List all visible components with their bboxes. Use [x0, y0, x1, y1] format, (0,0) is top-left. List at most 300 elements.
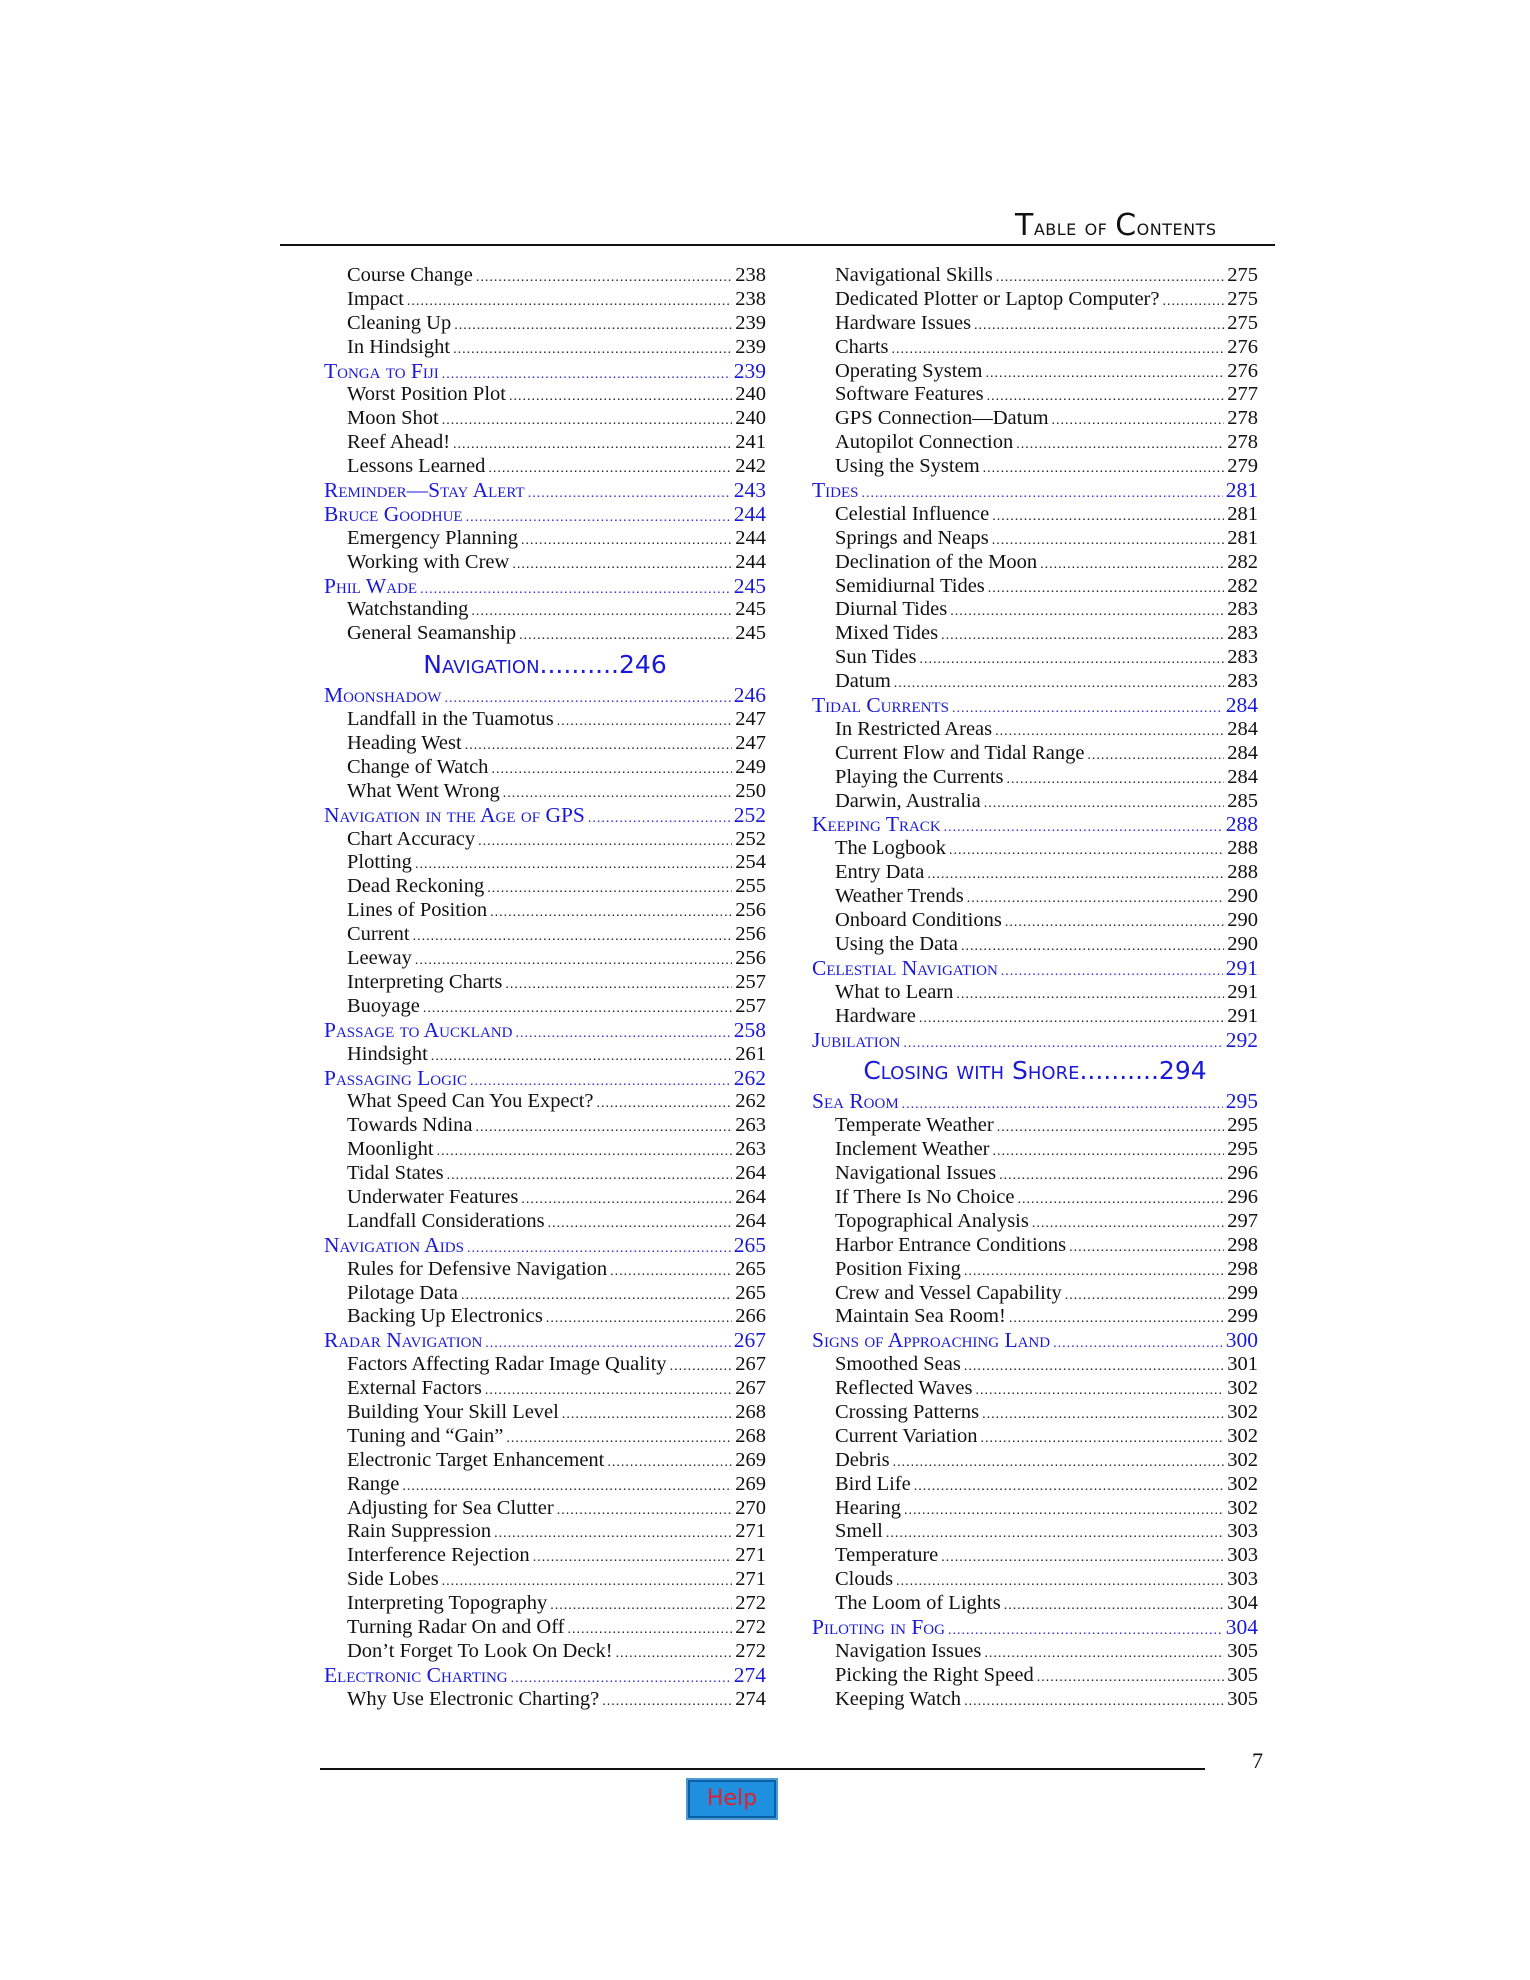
dot-leader [1040, 553, 1224, 577]
entry-title: Passage to Auckland [324, 1017, 513, 1042]
entry-title: Hardware [835, 1004, 916, 1027]
entry-title: Tidal Currents [812, 693, 950, 718]
dot-leader [975, 1379, 1224, 1403]
entry-title: Keeping Track [812, 812, 941, 837]
entry-title: Tonga to Fiji [324, 358, 439, 383]
toc-entry [324, 1138, 766, 1162]
chapter-heading[interactable]: Navigation..........246 [423, 650, 667, 680]
entry-page: 298 [1227, 1233, 1258, 1256]
dot-leader [471, 600, 732, 624]
dot-leader [533, 1546, 733, 1570]
entry-page: 299 [1227, 1281, 1258, 1304]
entry-page: 281 [1227, 502, 1258, 525]
toc-entry [812, 837, 1258, 861]
entry-page: 284 [1227, 717, 1258, 740]
entry-page: 264 [735, 1162, 766, 1185]
entry-page: 298 [1227, 1257, 1258, 1280]
entry-page: 275 [1227, 311, 1258, 334]
help-button[interactable]: Help [686, 1778, 778, 1820]
header-rest-2: ontents [1136, 215, 1217, 241]
entry-page: 261 [735, 1042, 766, 1065]
entry-title: Tuning and “Gain” [347, 1424, 504, 1447]
toc-entry [812, 766, 1258, 790]
entry-page: 250 [735, 779, 766, 802]
entry-page: 263 [735, 1138, 766, 1161]
toc-entry [324, 1497, 766, 1521]
entry-title: Sea Room [812, 1089, 899, 1114]
entry-title: Lessons Learned [347, 455, 486, 478]
entry-page: 240 [735, 383, 766, 406]
dot-leader [981, 1427, 1225, 1451]
toc-section-link[interactable] [812, 957, 1258, 981]
toc-entry [324, 1568, 766, 1592]
dot-leader [904, 1499, 1224, 1523]
entry-page: 272 [735, 1592, 766, 1615]
entry-page: 288 [1225, 812, 1258, 837]
entry-page: 272 [735, 1639, 766, 1662]
entry-title: Current Flow and Tidal Range [835, 741, 1085, 764]
dot-leader [964, 1260, 1224, 1284]
toc-entry [324, 1688, 766, 1712]
toc-entry [812, 1186, 1258, 1210]
toc-entry [324, 1616, 766, 1640]
entry-page: 296 [1227, 1162, 1258, 1185]
entry-title: Entry Data [835, 861, 925, 884]
entry-title: Onboard Conditions [835, 909, 1002, 932]
entry-page: 284 [1225, 693, 1258, 718]
entry-title: Backing Up Electronics [347, 1305, 543, 1328]
toc-entry [812, 312, 1258, 336]
toc-entry [324, 780, 766, 804]
dot-leader [512, 553, 732, 577]
entry-title: Bruce Goodhue [324, 501, 463, 526]
toc-entry [812, 1210, 1258, 1234]
entry-page: 283 [1227, 598, 1258, 621]
dot-leader [941, 1546, 1224, 1570]
toc-entry [324, 598, 766, 622]
toc-entry [324, 1592, 766, 1616]
entry-title: GPS Connection—Datum [835, 407, 1049, 430]
entry-page: 281 [1225, 478, 1258, 503]
entry-page: 295 [1227, 1138, 1258, 1161]
entry-page: 262 [735, 1090, 766, 1113]
entry-title: Side Lobes [347, 1568, 439, 1591]
entry-title: Celestial Influence [835, 502, 990, 525]
toc-section-link[interactable] [812, 1090, 1258, 1114]
entry-page: 244 [735, 550, 766, 573]
toc-entry [324, 551, 766, 575]
dot-leader [494, 1522, 732, 1546]
toc-section-link[interactable] [812, 694, 1258, 718]
entry-page: 303 [1227, 1520, 1258, 1543]
dot-leader [950, 600, 1224, 624]
toc-entry [812, 1305, 1258, 1329]
entry-title: Tidal States [347, 1162, 444, 1185]
dot-leader [431, 1045, 732, 1069]
toc-entry [324, 971, 766, 995]
dot-leader [999, 1164, 1224, 1188]
entry-page: 243 [733, 478, 766, 503]
dot-leader [415, 853, 732, 877]
entry-page: 270 [735, 1496, 766, 1519]
entry-title: Mixed Tides [835, 622, 939, 645]
entry-title: Autopilot Connection [835, 431, 1014, 454]
entry-page: 281 [1227, 526, 1258, 549]
dot-leader [1004, 1594, 1225, 1618]
toc-entry [812, 360, 1258, 384]
entry-page: 283 [1227, 646, 1258, 669]
toc-entry [812, 1234, 1258, 1258]
entry-title: Electronic Target Enhancement [347, 1448, 605, 1471]
toc-section-link[interactable] [812, 813, 1258, 837]
toc-section-link[interactable] [324, 575, 766, 599]
toc-entry [324, 923, 766, 947]
entry-title: Smell [835, 1520, 883, 1543]
entry-page: 249 [735, 755, 766, 778]
dot-leader [886, 1522, 1224, 1546]
toc-entry [324, 732, 766, 756]
entry-page: 302 [1227, 1448, 1258, 1471]
dot-leader [997, 1116, 1225, 1140]
toc-left-column [324, 264, 766, 1712]
toc-entry [812, 1568, 1258, 1592]
dot-leader [415, 949, 732, 973]
toc-entry [324, 288, 766, 312]
toc-entry [812, 885, 1258, 909]
entry-title: What Speed Can You Expect? [347, 1090, 594, 1113]
toc-entry [324, 947, 766, 971]
entry-title: Navigation Aids [324, 1232, 464, 1257]
dot-leader [491, 758, 732, 782]
entry-title: Navigational Skills [835, 264, 993, 286]
toc-section-link[interactable] [324, 479, 766, 503]
dot-leader [1069, 1236, 1224, 1260]
dot-leader [993, 1140, 1225, 1164]
dot-leader [519, 624, 732, 648]
dot-leader [528, 482, 731, 506]
toc-entry [324, 875, 766, 899]
toc-entry [324, 264, 766, 288]
entry-title: Navigational Issues [835, 1162, 997, 1185]
entry-title: Interpreting Topography [347, 1592, 548, 1615]
entry-title: In Hindsight [347, 335, 451, 358]
toc-entry [324, 1401, 766, 1425]
header-rule [280, 244, 1275, 246]
entry-page: 299 [1227, 1305, 1258, 1328]
entry-page: 269 [735, 1472, 766, 1495]
dot-leader [964, 1355, 1224, 1379]
entry-page: 275 [1227, 287, 1258, 310]
dot-leader [487, 877, 732, 901]
toc-entry [324, 1544, 766, 1568]
entry-title: Reflected Waves [835, 1377, 973, 1400]
entry-title: Topographical Analysis [835, 1209, 1029, 1232]
entry-page: 265 [735, 1257, 766, 1280]
entry-page: 284 [1227, 765, 1258, 788]
toc-entry [812, 288, 1258, 312]
toc-entry [324, 1425, 766, 1449]
toc-entry [812, 1544, 1258, 1568]
toc-section-link[interactable] [812, 479, 1258, 503]
entry-title: Moonshadow [324, 683, 442, 708]
toc-entry [812, 1377, 1258, 1401]
dot-leader [896, 1570, 1224, 1594]
toc-section-link[interactable] [324, 360, 766, 384]
toc-entry [812, 933, 1258, 957]
entry-page: 274 [735, 1687, 766, 1710]
dot-leader [478, 830, 732, 854]
entry-page: 305 [1227, 1639, 1258, 1662]
entry-page: 268 [735, 1400, 766, 1423]
dot-leader [413, 925, 733, 949]
entry-title: Smoothed Seas [835, 1353, 961, 1376]
entry-title: If There Is No Choice [835, 1185, 1015, 1208]
dot-leader [948, 1619, 1223, 1643]
entry-page: 290 [1227, 932, 1258, 955]
dot-leader [984, 1642, 1224, 1666]
entry-page: 258 [733, 1017, 766, 1042]
entry-page: 301 [1227, 1353, 1258, 1376]
entry-page: 302 [1227, 1472, 1258, 1495]
entry-page: 271 [735, 1544, 766, 1567]
entry-title: Clouds [835, 1568, 894, 1591]
entry-title: Weather Trends [835, 885, 964, 908]
entry-page: 283 [1227, 670, 1258, 693]
entry-page: 239 [735, 311, 766, 334]
entry-title: The Loom of Lights [835, 1592, 1001, 1615]
entry-page: 291 [1227, 980, 1258, 1003]
toc-entry [324, 1520, 766, 1544]
entry-page: 282 [1227, 574, 1258, 597]
toc-section-link[interactable] [324, 804, 766, 828]
entry-page: 304 [1227, 1592, 1258, 1615]
dot-leader [988, 577, 1224, 601]
entry-title: Tides [812, 478, 859, 503]
toc-entry [812, 1401, 1258, 1425]
entry-title: Rules for Defensive Navigation [347, 1257, 608, 1280]
dot-leader [984, 792, 1225, 816]
toc-entry [324, 336, 766, 360]
toc-entry [324, 851, 766, 875]
entry-page: 276 [1227, 359, 1258, 382]
entry-page: 265 [733, 1232, 766, 1257]
entry-title: Moonlight [347, 1138, 434, 1161]
dot-leader [476, 1116, 733, 1140]
entry-title: Buoyage [347, 994, 420, 1017]
toc-entry [812, 1520, 1258, 1544]
dot-leader [568, 1618, 733, 1642]
entry-title: Harbor Entrance Conditions [835, 1233, 1067, 1256]
toc-entry [812, 264, 1258, 288]
dot-leader [987, 385, 1225, 409]
toc-section-link[interactable] [324, 1019, 766, 1043]
dot-leader [476, 266, 732, 290]
dot-leader [442, 409, 733, 433]
entry-page: 252 [733, 802, 766, 827]
entry-title: Cleaning Up [347, 311, 452, 334]
toc-entry [812, 742, 1258, 766]
entry-title: Signs of Approaching Land [812, 1328, 1051, 1353]
entry-title: General Seamanship [347, 622, 517, 645]
dot-leader [490, 901, 732, 925]
entry-page: 302 [1227, 1400, 1258, 1423]
toc-section-link[interactable] [324, 684, 766, 708]
toc-entry [324, 1210, 766, 1234]
entry-page: 292 [1225, 1027, 1258, 1052]
dot-leader [927, 863, 1224, 887]
dot-leader [982, 1403, 1224, 1427]
entry-page: 302 [1227, 1496, 1258, 1519]
entry-title: Position Fixing [835, 1257, 961, 1280]
entry-page: 269 [735, 1448, 766, 1471]
toc-entry [324, 1640, 766, 1664]
header-cap-c: C [1115, 208, 1137, 243]
header-cap-t: T [1015, 208, 1034, 243]
dot-leader [616, 1642, 733, 1666]
entry-page: 263 [735, 1114, 766, 1137]
dot-leader [1032, 1212, 1224, 1236]
toc-section-link[interactable] [324, 1067, 766, 1091]
entry-title: Chart Accuracy [347, 827, 476, 850]
dot-leader [453, 338, 732, 362]
toc-entry [812, 503, 1258, 527]
entry-title: Springs and Neaps [835, 526, 989, 549]
entry-title: Turning Radar On and Off [347, 1615, 565, 1638]
toc-entry [324, 527, 766, 551]
entry-page: 272 [735, 1615, 766, 1638]
toc-section-link[interactable] [812, 1616, 1258, 1640]
entry-page: 252 [735, 827, 766, 850]
dot-leader [919, 1007, 1224, 1031]
entry-title: Worst Position Plot [347, 383, 506, 406]
entry-title: Temperate Weather [835, 1114, 994, 1137]
entry-page: 247 [735, 732, 766, 755]
entry-title: Emergency Planning [347, 526, 518, 549]
entry-title: Diurnal Tides [835, 598, 948, 621]
dot-leader [914, 1475, 1225, 1499]
dot-leader [442, 1570, 733, 1594]
dot-leader [941, 624, 1224, 648]
entry-title: Pilotage Data [347, 1281, 459, 1304]
entry-title: Sun Tides [835, 646, 917, 669]
entry-page: 247 [735, 708, 766, 731]
entry-page: 302 [1227, 1377, 1258, 1400]
toc-entry [812, 527, 1258, 551]
dot-leader [602, 1690, 732, 1714]
entry-title: Operating System [835, 359, 983, 382]
toc-entry [812, 336, 1258, 360]
entry-title: Piloting in Fog [812, 1614, 945, 1639]
dot-leader [465, 734, 733, 758]
dot-leader [1052, 409, 1225, 433]
toc-right-column [812, 264, 1258, 1712]
toc-entry [324, 828, 766, 852]
entry-page: 291 [1227, 1004, 1258, 1027]
entry-title: Declination of the Moon [835, 550, 1038, 573]
toc-entry [324, 407, 766, 431]
toc-entry [324, 1258, 766, 1282]
entry-title: Maintain Sea Room! [835, 1305, 1006, 1328]
toc-entry [812, 407, 1258, 431]
dot-leader [983, 457, 1225, 481]
entry-page: 279 [1227, 455, 1258, 478]
toc-entry [324, 1305, 766, 1329]
entry-page: 267 [733, 1328, 766, 1353]
chapter-heading[interactable]: Closing with Shore..........294 [863, 1056, 1207, 1086]
dot-leader [506, 1427, 732, 1451]
dot-leader [550, 1594, 732, 1618]
entry-page: 240 [735, 407, 766, 430]
entry-page: 271 [735, 1568, 766, 1591]
entry-title: Rain Suppression [347, 1520, 492, 1543]
entry-page: 238 [735, 264, 766, 286]
entry-page: 300 [1225, 1328, 1258, 1353]
toc-section-link[interactable] [812, 1029, 1258, 1053]
dot-leader [995, 720, 1224, 744]
dot-leader [985, 362, 1224, 386]
entry-title: Electronic Charting [324, 1662, 508, 1687]
toc-entry [324, 1090, 766, 1114]
entry-page: 305 [1227, 1687, 1258, 1710]
dot-leader [557, 1499, 733, 1523]
entry-page: 284 [1227, 741, 1258, 764]
dot-leader [562, 1403, 732, 1427]
entry-title: Navigation in the Age of GPS [324, 802, 585, 827]
toc-section-link[interactable] [324, 1329, 766, 1353]
entry-page: 244 [735, 526, 766, 549]
dot-leader [1087, 744, 1224, 768]
entry-page: 257 [735, 994, 766, 1017]
dot-leader [1005, 911, 1224, 935]
toc-entry [324, 1282, 766, 1306]
entry-page: 242 [735, 455, 766, 478]
entry-page: 271 [735, 1520, 766, 1543]
toc-entry [812, 1005, 1258, 1029]
dot-leader [996, 266, 1225, 290]
entry-title: External Factors [347, 1377, 482, 1400]
toc-entry [812, 646, 1258, 670]
toc-entry [812, 1258, 1258, 1282]
dot-leader [1016, 433, 1224, 457]
entry-page: 246 [733, 683, 766, 708]
entry-page: 255 [735, 875, 766, 898]
toc-section-link[interactable] [812, 1329, 1258, 1353]
entry-title: Building Your Skill Level [347, 1400, 559, 1423]
entry-title: Semidiurnal Tides [835, 574, 985, 597]
entry-title: Interference Rejection [347, 1544, 530, 1567]
entry-title: Charts [835, 335, 889, 358]
entry-title: Plotting [347, 851, 412, 874]
toc-entry [812, 431, 1258, 455]
entry-title: Reminder—Stay Alert [324, 478, 525, 503]
toc-entry [324, 899, 766, 923]
entry-page: 288 [1227, 837, 1258, 860]
dot-leader [1053, 1332, 1223, 1356]
entry-title: Dedicated Plotter or Laptop Computer? [835, 287, 1160, 310]
entry-page: 239 [735, 335, 766, 358]
toc-entry [812, 598, 1258, 622]
toc-section-link[interactable] [324, 1664, 766, 1688]
toc-entry [812, 383, 1258, 407]
dot-leader [597, 1092, 733, 1116]
toc-entry [324, 1377, 766, 1401]
entry-page: 303 [1227, 1568, 1258, 1591]
toc-section-link[interactable] [324, 1234, 766, 1258]
dot-leader [515, 1022, 730, 1046]
toc-section-link[interactable] [324, 503, 766, 527]
dot-leader [1163, 290, 1225, 314]
dot-leader [952, 697, 1223, 721]
